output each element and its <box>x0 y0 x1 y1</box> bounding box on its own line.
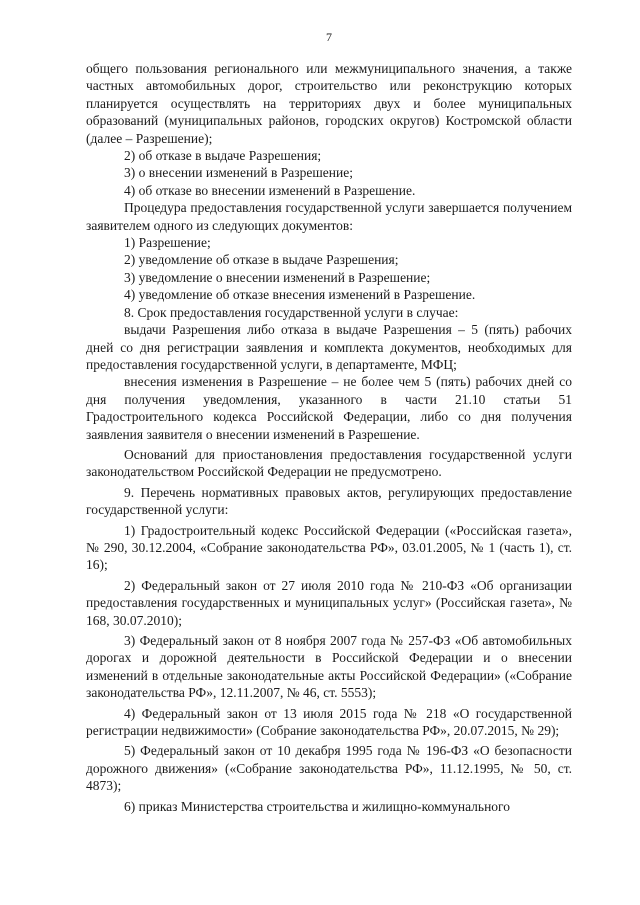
page-number: 7 <box>326 30 332 44</box>
section-9-heading: 9. Перечень нормативных правовых актов, регулирующих предоставление государственной услуги: <box>86 484 572 518</box>
paragraph-no-suspension: Оснований для приостановления предоставления государственной услуги законодательством Российской Федерации не предусмотрено. <box>86 446 572 480</box>
paragraph-term-amendment: внесения изменения в Разрешение – не более чем 5 (пять) рабочих дней со дня получения уведомления, указанного в части 21.10 статьи 51 Градостроительного кодекса Российской Федерации, либо со дня получения заявления заявителя о внесении изменений в Разрешение. <box>86 374 572 442</box>
list-item-permit: 1) Разрешение; <box>124 235 211 251</box>
list-item-notice-refusal: 2) уведомление об отказе в выдаче Разрешения; <box>124 252 399 268</box>
section-8-heading: 8. Срок предоставления государственной услуги в случае: <box>124 304 459 320</box>
legal-act-item-3: 3) Федеральный закон от 8 ноября 2007 года № 257-ФЗ «Об автомобильных дорогах и дорожной деятельности в Российской Федерации и о внесении изменений в отдельные законодательные акты Российской Федерации» («Собрание законодательства РФ», 12.11.2007, № 46, ст. 5553); <box>86 633 572 701</box>
legal-act-item-1: 1) Градостроительный кодекс Российской Федерации («Российская газета», № 290, 30.12.2004, «Собрание законодательства РФ», 03.01.2005, № 1 (часть 1), ст. 16); <box>86 522 572 573</box>
legal-act-item-5: 5) Федеральный закон от 10 декабря 1995 года № 196-ФЗ «О безопасности дорожного движения» («Собрание законодательства РФ», 11.12.1995, № 50, ст. 4873); <box>86 743 572 794</box>
legal-act-item-4: 4) Федеральный закон от 13 июля 2015 года № 218 «О государственной регистрации недвижимости» (Собрание законодательства РФ», 20.07.2015, № 29); <box>86 705 572 739</box>
legal-act-item-2: 2) Федеральный закон от 27 июля 2010 года № 210-ФЗ «Об организации предоставления государственных и муниципальных услуг» (Российская газета», № 168, 30.07.2010); <box>86 577 572 628</box>
list-item-refusal-amendment: 4) об отказе во внесении изменений в Разрешение. <box>124 182 416 198</box>
list-item-notice-amendment: 3) уведомление о внесении изменений в Разрешение; <box>124 269 431 285</box>
list-item-refusal: 2) об отказе в выдаче Разрешения; <box>124 148 322 164</box>
legal-act-item-6: 6) приказ Министерства строительства и жилищно-коммунального <box>124 798 510 814</box>
paragraph-procedure-result: Процедура предоставления государственной услуги завершается получением заявителем одного из следующих документов: <box>86 200 572 233</box>
list-item-notice-refusal-amendment: 4) уведомление об отказе внесения изменений в Разрешение. <box>124 287 476 303</box>
paragraph-term-issuance: выдачи Разрешения либо отказа в выдаче Разрешения – 5 (пять) рабочих дней со дня регистрации заявления и комплекта документов, необходимых для предоставления государственной услуги, в департаменте, МФЦ; <box>86 322 572 372</box>
paragraph-intro-continuation: общего пользования регионального или межмуниципального значения, а также частных автомобильных дорог, строительство или реконструкцию которых планируется осуществлять на территориях двух и более муниципальных образований (муниципальных районов, городских округов) Костромской области (далее – Разрешение); <box>86 61 572 146</box>
list-item-amendment: 3) о внесении изменений в Разрешение; <box>124 165 353 181</box>
